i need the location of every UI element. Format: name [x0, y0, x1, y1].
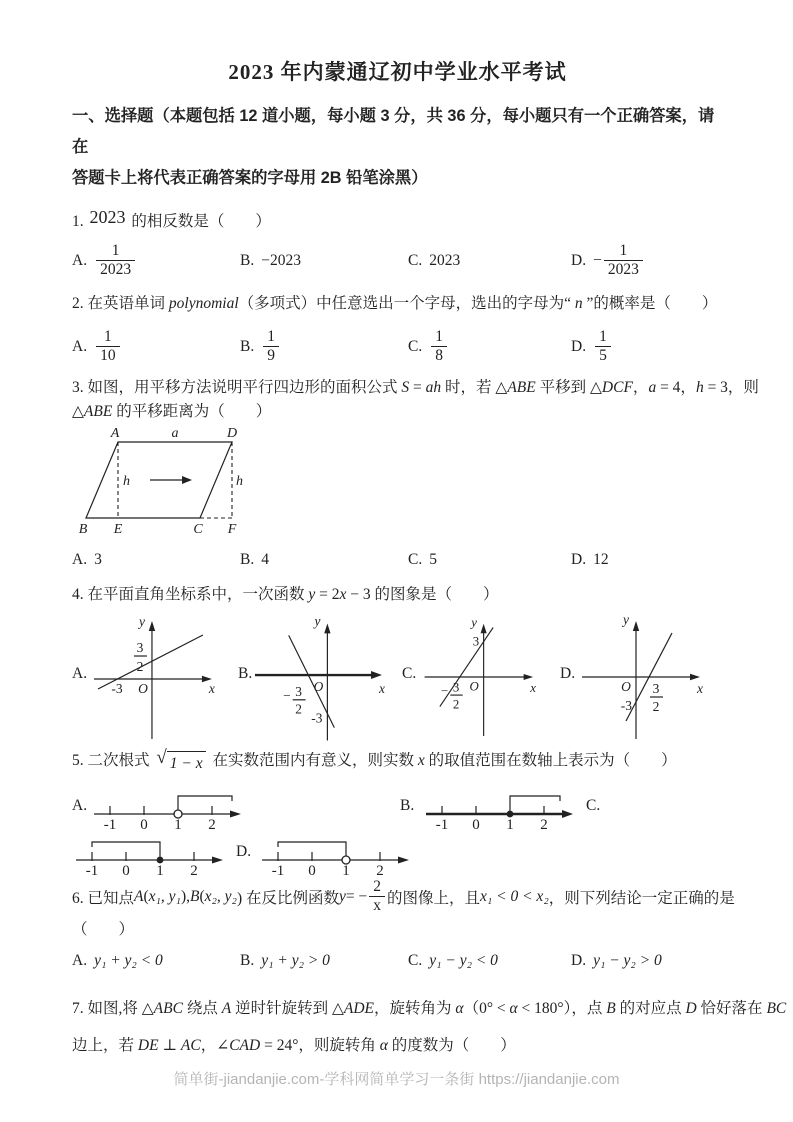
- q1-option-a: [72, 243, 240, 279]
- option-letter: C.: [586, 797, 601, 814]
- option-letter: B.: [400, 797, 415, 814]
- option-letter: C.: [408, 252, 423, 269]
- question-6-options: [72, 950, 723, 972]
- option-letter: C.: [408, 952, 423, 969]
- option-letter: C.: [408, 551, 423, 568]
- option-value: y₁ − y₂ > 0: [593, 952, 662, 969]
- paper-content: [0, 56, 793, 1064]
- translate-arrow-icon: [182, 476, 192, 484]
- tick-label: 1: [506, 817, 514, 830]
- option-value: $\frac{1}{8}$: [429, 329, 449, 365]
- q1-option-d: [571, 243, 723, 279]
- tick-label: 2: [190, 863, 198, 876]
- graph-a: [88, 613, 238, 741]
- y-axis-label: y: [471, 615, 478, 630]
- q3-option-d: [571, 551, 723, 569]
- option-letter: A.: [72, 665, 88, 682]
- option-letter: B.: [240, 551, 255, 568]
- x-intercept-label: -3: [111, 680, 123, 696]
- q6-option-c: [408, 952, 571, 970]
- option-letter: C.: [402, 665, 417, 682]
- x-intercept-denominator: 2: [652, 699, 660, 714]
- vertex-label-B: B: [78, 522, 88, 537]
- option-value: −2023: [261, 252, 301, 269]
- q2-option-b: [240, 329, 408, 365]
- question-3-text-line2: △ABE 的平移距离为（ ）: [72, 403, 272, 420]
- y-axis-label: y: [139, 614, 146, 630]
- option-value: y₁ − y₂ < 0: [429, 952, 498, 969]
- tick-label: 1: [174, 817, 182, 830]
- q3-option-a: [72, 551, 240, 569]
- option-value: y₁ + y₂ > 0: [261, 952, 330, 969]
- option-letter: B.: [240, 338, 255, 355]
- numberline-a: [92, 784, 242, 830]
- x-intercept-minus: −: [283, 687, 291, 703]
- origin-label: O: [621, 679, 631, 694]
- question-4-graphs: [72, 613, 723, 741]
- q6-option-b: [240, 952, 408, 970]
- x-axis-label: x: [379, 680, 386, 696]
- question-5-numberlines: [72, 784, 723, 876]
- vertex-label-E: E: [113, 522, 123, 537]
- option-letter: D.: [560, 665, 576, 682]
- q2-option-a: [72, 329, 240, 365]
- footer-watermark: 简单街-jiandanjie.com-学科网简单学习一条街 https://jiandanjie.com: [173, 1071, 620, 1088]
- tick-label: -1: [435, 817, 449, 830]
- option-value: 2023: [429, 252, 461, 269]
- q1-option-b: [240, 252, 408, 270]
- option-value: y₁ + y₂ < 0: [94, 952, 163, 969]
- option-letter: B.: [238, 665, 253, 682]
- option-letter: B.: [240, 952, 255, 969]
- x-intercept-denominator: 2: [453, 697, 460, 712]
- vertex-label-C: C: [193, 522, 203, 537]
- origin-label: O: [313, 678, 324, 694]
- tick-label: 1: [156, 863, 164, 876]
- x-intercept-denominator: 2: [295, 701, 303, 717]
- q4-graph-option-c: [402, 613, 560, 741]
- tick-label: 2: [208, 817, 216, 830]
- y-intercept-denominator: 2: [136, 659, 144, 675]
- option-letter: C.: [408, 338, 423, 355]
- question-3-options: [72, 549, 723, 571]
- y-axis-label: y: [623, 613, 630, 627]
- vertex-label-F: F: [227, 522, 237, 537]
- x-intercept-numerator: 3: [652, 681, 660, 696]
- section-heading: [72, 101, 723, 194]
- x-axis-label: x: [209, 680, 216, 696]
- question-7-text-line2: 边上，若 DE ⊥ AC，∠CAD = 24°，则旋转角 α 的度数为（ ）: [72, 1037, 516, 1054]
- numberline-c: [74, 830, 224, 876]
- option-value: $\frac{1}{10}$: [94, 329, 122, 365]
- parallelogram-figure: [74, 426, 264, 538]
- x-intercept-minus: −: [441, 684, 449, 699]
- q6-option-a: [72, 952, 240, 970]
- y-intercept-label: -3: [311, 710, 323, 726]
- x-axis-label: x: [697, 681, 704, 696]
- q3-option-b: [240, 551, 408, 569]
- option-letter: D.: [571, 952, 587, 969]
- numberline-d: [260, 830, 410, 876]
- option-letter: D.: [571, 252, 587, 269]
- tick-label: 0: [472, 817, 480, 830]
- question-2-text: 2. 在英语单词 polynomial（多项式）中任意选出一个字母，选出的字母为“ n ”的概率是（ ）: [72, 295, 718, 312]
- graph-c: [417, 613, 560, 741]
- option-value: $\frac{1}{5}$: [593, 329, 613, 365]
- tick-label: -1: [271, 863, 285, 876]
- height-label-h1: h: [123, 474, 130, 489]
- option-letter: A.: [72, 952, 88, 969]
- x-axis-label: x: [530, 681, 537, 696]
- q2-option-d: [571, 329, 723, 365]
- origin-label: O: [138, 680, 148, 696]
- question-7-text-line1: 7. 如图,将 △ABC 绕点 A 逆时针旋转到 △ADE，旋转角为 α（0° < α < 180°），点 B 的对应点 D 恰好落在 BC: [72, 1000, 787, 1017]
- option-value: 12: [593, 551, 609, 568]
- q1-option-c: [408, 252, 571, 270]
- question-3-text-line1: 3. 如图，用平移方法说明平行四边形的面积公式 S = ah 时，若 △ABE 平移到 △DCF，a = 4，h = 3，则: [72, 379, 759, 396]
- tick-label: -1: [85, 863, 99, 876]
- numberline-b: [424, 784, 574, 830]
- option-letter: B.: [240, 252, 255, 269]
- question-6-text-line2: （ ）: [72, 921, 135, 938]
- q4-graph-option-b: [238, 613, 402, 741]
- q4-graph-option-a: [72, 613, 238, 741]
- option-value: 3: [94, 551, 102, 568]
- y-intercept-label: 3: [473, 634, 480, 649]
- page-title: 2023 年内蒙通辽初中学业水平考试: [228, 60, 567, 84]
- q2-option-c: [408, 329, 571, 365]
- x-intercept-numerator: 3: [453, 680, 460, 695]
- graph-d: [576, 613, 726, 741]
- option-value: $\frac{1}{9}$: [261, 329, 281, 365]
- origin-label: O: [469, 679, 479, 694]
- tick-label: 1: [342, 863, 350, 876]
- question-6-text-line1: 6. 已知点 A ( x₁, y₁ ), B ( x₂, y₂ ) 在反比例函数 y = − $\frac{2}{x}$ 的图像上，且 x₁ < 0 < x₂ ，则下列结论一定正确的是: [72, 878, 735, 914]
- tick-label: 2: [376, 863, 384, 876]
- q3-option-c: [408, 551, 571, 569]
- option-letter: D.: [571, 338, 587, 355]
- x-intercept-numerator: 3: [295, 683, 303, 699]
- question-1-options: [72, 236, 723, 286]
- option-letter: D.: [236, 843, 252, 860]
- option-letter: A.: [72, 252, 88, 269]
- option-letter: A.: [72, 551, 88, 568]
- option-value: $\frac{1}{2023}$: [94, 243, 137, 279]
- question-1-text: 1. 2023 的相反数是（ ）: [72, 207, 271, 230]
- question-4-text: 4. 在平面直角坐标系中，一次函数 y = 2x − 3 的图象是（ ）: [72, 586, 499, 603]
- vertex-label-D: D: [226, 426, 238, 441]
- tick-label: 0: [140, 817, 148, 830]
- tick-label: 0: [122, 863, 130, 876]
- q6-option-d: [571, 952, 723, 970]
- question-2-options: [72, 322, 723, 372]
- tick-label: 2: [540, 817, 548, 830]
- section-heading-line2: 答题卡上将代表正确答案的字母用 2B 铅笔涂黑）: [72, 169, 428, 187]
- side-label-a: a: [171, 426, 179, 441]
- question-5-text: 5. 二次根式 √ 1 − x 在实数范围内有意义，则实数 x 的取值范围在数轴上表示为（ ）: [72, 749, 723, 776]
- option-letter: A.: [72, 338, 88, 355]
- graph-b: [253, 613, 402, 741]
- height-label-h2: h: [236, 474, 243, 489]
- y-axis-label: y: [314, 613, 321, 629]
- option-value: 4: [261, 551, 269, 568]
- option-letter: A.: [72, 797, 88, 814]
- option-value: − $\frac{1}{2023}$: [593, 243, 645, 279]
- tick-label: 0: [308, 863, 316, 876]
- tick-label: -1: [103, 817, 117, 830]
- section-heading-line1: 一、选择题（本题包括 12 道小题，每小题 3 分，共 36 分，每小题只有一个正确答案，请在: [72, 107, 715, 156]
- option-letter: D.: [571, 551, 587, 568]
- parallelogram-figure-wrap: [74, 426, 723, 543]
- y-intercept-numerator: 3: [136, 640, 144, 656]
- vertex-label-A: A: [110, 426, 120, 441]
- option-value: 5: [429, 551, 437, 568]
- y-intercept-label: -3: [620, 698, 633, 713]
- q4-graph-option-d: [560, 613, 726, 741]
